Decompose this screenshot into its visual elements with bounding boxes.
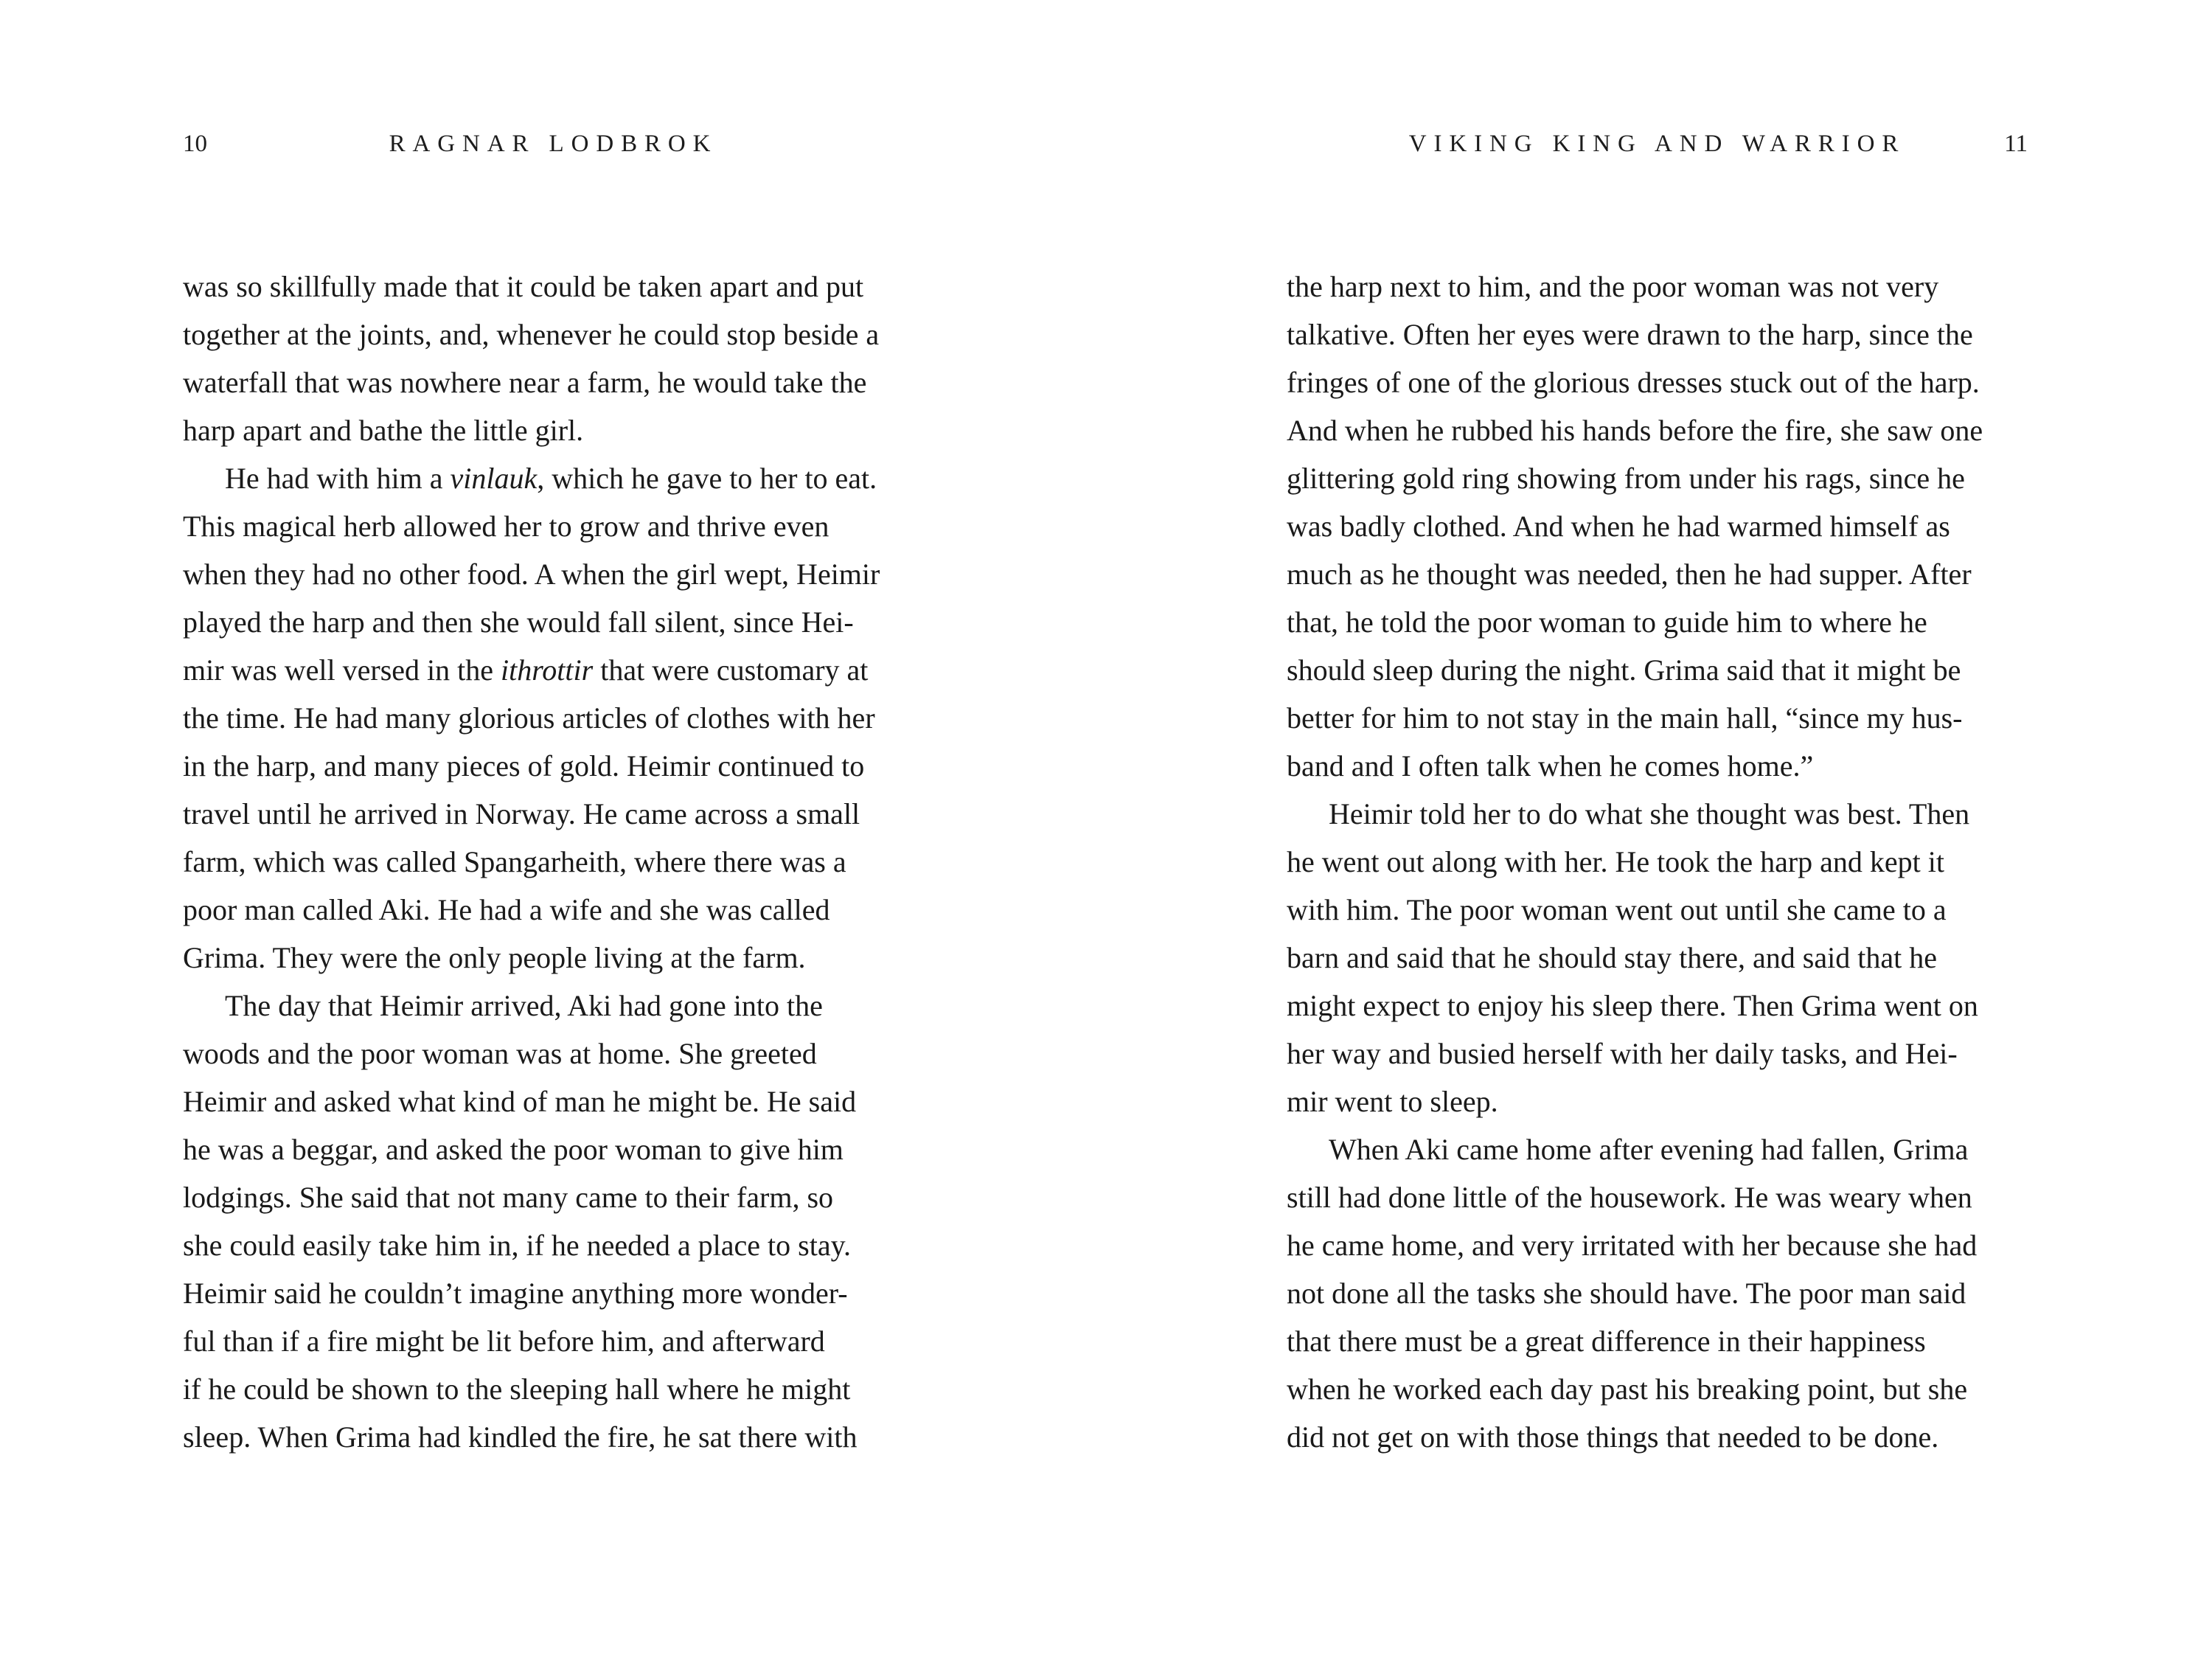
text-run: talkative. Often her eyes were drawn to the harp, since the [1287,318,1973,351]
text-line [183,934,924,982]
page-right [1287,0,2028,1666]
text-line [183,502,924,550]
text-line [1287,406,2028,454]
text-run: , which he gave to her to eat. [537,462,877,495]
text-line [183,1125,924,1173]
text-run: better for him to not stay in the main hall, “since my hus- [1287,701,1963,735]
text-line [1287,310,2028,358]
text-line [183,1365,924,1413]
text-run: when he worked each day past his breaking point, but she [1287,1372,1968,1406]
text-run: her way and busied herself with her daily tasks, and Hei- [1287,1037,1958,1070]
text-run: sleep. When Grima had kindled the fire, he sat there with [183,1420,858,1454]
text-line [183,694,924,742]
text-run: barn and said that he should stay there, and said that he [1287,941,1937,974]
text-line [1287,263,2028,310]
text-line [183,1413,924,1461]
text-run: that there must be a great difference in their happiness [1287,1325,1926,1358]
page-right-body [1287,263,2028,1461]
text-run: When Aki came home after evening had fallen, Grima [1329,1133,1969,1166]
text-line [1287,1413,2028,1461]
text-line [183,646,924,694]
text-run: with him. The poor woman went out until she came to a [1287,893,1947,926]
text-run: woods and the poor woman was at home. She greeted [183,1037,817,1070]
italic-term: vinlauk [450,462,538,495]
running-head-left: RAGNAR LODBROK [389,131,718,157]
text-line [1287,1317,2028,1365]
running-header-right [1287,127,2028,161]
text-line [1287,934,2028,982]
text-run: was so skillfully made that it could be taken apart and put [183,270,864,303]
text-run: waterfall that was nowhere near a farm, he would take the [183,366,867,399]
text-run: glittering gold ring showing from under his rags, since he [1287,462,1965,495]
text-run: lodgings. She said that not many came to their farm, so [183,1181,834,1214]
text-line [183,310,924,358]
text-run: should sleep during the night. Grima said that it might be [1287,653,1961,687]
text-line [1287,502,2028,550]
text-line [183,358,924,406]
text-line [183,1030,924,1077]
text-run: farm, which was called Spangarheith, where there was a [183,845,846,878]
text-run: The day that Heimir arrived, Aki had gone into the [225,989,823,1022]
text-line [183,263,924,310]
text-line [1287,838,2028,886]
text-run: he went out along with her. He took the harp and kept it [1287,845,1945,878]
text-run: that, he told the poor woman to guide him to where he [1287,605,1927,639]
text-line [183,454,924,502]
text-line [1287,1125,2028,1173]
text-run: fringes of one of the glorious dresses stuck out of the harp. [1287,366,1980,399]
text-line [1287,646,2028,694]
text-line [183,1077,924,1125]
text-run: did not get on with those things that needed to be done. [1287,1420,1939,1454]
text-line [183,1317,924,1365]
text-line [183,982,924,1030]
text-line [1287,886,2028,934]
text-line [183,550,924,598]
text-line [1287,1077,2028,1125]
text-run: Heimir told her to do what she thought was best. Then [1329,797,1970,830]
text-run: And when he rubbed his hands before the fire, she saw one [1287,414,1983,447]
text-run: if he could be shown to the sleeping hall where he might [183,1372,851,1406]
text-run: Heimir and asked what kind of man he might be. He said [183,1085,857,1118]
text-run: together at the joints, and, whenever he could stop beside a [183,318,880,351]
text-line [1287,742,2028,790]
page-left-body [183,263,924,1461]
text-run: the harp next to him, and the poor woman was not very [1287,270,1939,303]
text-line [1287,1269,2028,1317]
text-line [183,886,924,934]
text-line [1287,982,2028,1030]
running-header-left [183,127,924,161]
text-run: the time. He had many glorious articles of clothes with her [183,701,875,735]
text-run: poor man called Aki. He had a wife and she was called [183,893,830,926]
page-number-right: 11 [2004,131,2028,157]
text-line [1287,454,2028,502]
text-line [1287,1173,2028,1221]
text-line [183,838,924,886]
text-line [1287,1030,2028,1077]
text-line [183,406,924,454]
text-run: band and I often talk when he comes home.” [1287,749,1814,782]
page-left [183,0,924,1666]
text-line [183,1269,924,1317]
text-line [1287,598,2028,646]
page-number-left: 10 [183,131,207,157]
text-line [1287,1221,2028,1269]
text-line [1287,694,2028,742]
running-head-right: VIKING KING AND WARRIOR [1408,131,1906,157]
text-line [183,598,924,646]
text-line [1287,1365,2028,1413]
text-run: still had done little of the housework. He was weary when [1287,1181,1972,1214]
text-line [1287,358,2028,406]
italic-term: ithrottir [501,653,594,687]
text-run: mir was well versed in the [183,653,501,687]
text-run: when they had no other food. A when the girl wept, Heimir [183,558,880,591]
text-run: much as he thought was needed, then he had supper. After [1287,558,1972,591]
text-run: played the harp and then she would fall silent, since Hei- [183,605,854,639]
text-run: that were customary at [593,653,869,687]
text-run: harp apart and bathe the little girl. [183,414,584,447]
text-run: was badly clothed. And when he had warmed himself as [1287,510,1950,543]
text-run: not done all the tasks she should have. The poor man said [1287,1277,1966,1310]
text-run: Heimir said he couldn’t imagine anything more wonder- [183,1277,848,1310]
text-run: she could easily take him in, if he needed a place to stay. [183,1229,851,1262]
text-run: in the harp, and many pieces of gold. Heimir continued to [183,749,865,782]
text-run: This magical herb allowed her to grow and thrive even [183,510,830,543]
text-line [183,1173,924,1221]
text-run: he came home, and very irritated with her because she had [1287,1229,1978,1262]
text-run: mir went to sleep. [1287,1085,1498,1118]
text-line [1287,550,2028,598]
text-run: ful than if a fire might be lit before him, and afterward [183,1325,825,1358]
text-line [183,790,924,838]
text-run: He had with him a [225,462,451,495]
text-run: Grima. They were the only people living at the farm. [183,941,806,974]
text-line [183,1221,924,1269]
text-run: travel until he arrived in Norway. He came across a small [183,797,860,830]
text-run: he was a beggar, and asked the poor woman to give him [183,1133,844,1166]
text-run: might expect to enjoy his sleep there. Then Grima went on [1287,989,1978,1022]
text-line [183,742,924,790]
text-line [1287,790,2028,838]
